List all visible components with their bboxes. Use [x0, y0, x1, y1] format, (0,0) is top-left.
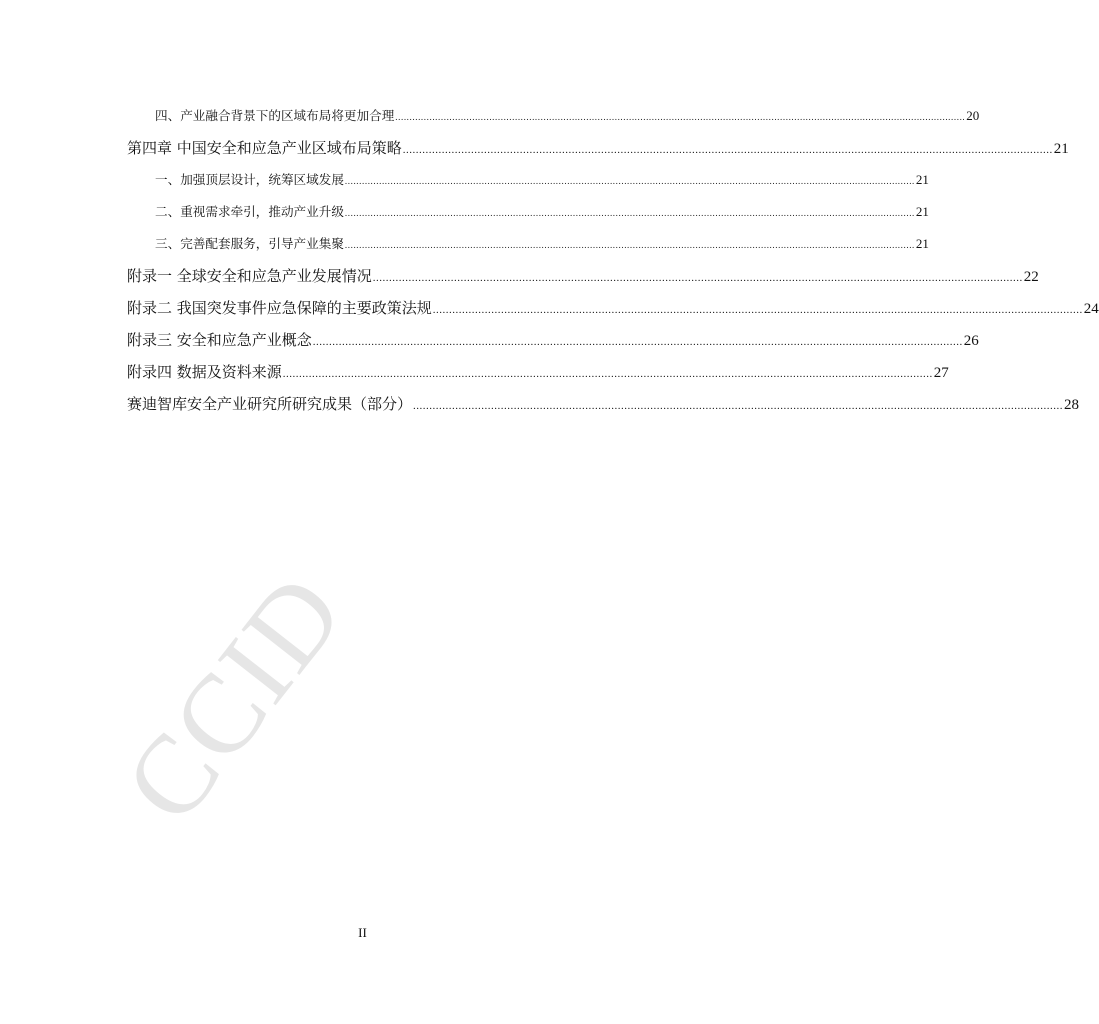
- toc-leader-dots: ........................................................................................................................................................................................................: [395, 112, 966, 122]
- toc-entry-page: 21: [1053, 141, 1069, 157]
- toc-leader-dots: ........................................................................................................................................................................................................: [402, 144, 1053, 156]
- toc-entry-title: 附录一 全球安全和应急产业发展情况: [127, 267, 372, 285]
- toc-leader-dots: ........................................................................................................................................................................................................: [344, 240, 915, 250]
- toc-entry-title: 赛迪智库安全产业研究所研究成果（部分）: [127, 395, 413, 413]
- toc-entry-title: 四、产业融合背景下的区域布局将更加合理: [155, 108, 395, 123]
- toc-entry[interactable]: [127, 100, 980, 132]
- toc-entry[interactable]: [127, 196, 929, 228]
- page-number: II: [358, 925, 367, 940]
- toc-entry-page: 22: [1023, 269, 1039, 285]
- toc-entry[interactable]: [127, 228, 929, 260]
- toc-entry[interactable]: [127, 388, 1080, 420]
- toc-entry-title: 一、加强顶层设计，统筹区域发展: [155, 172, 344, 187]
- table-of-contents: [127, 100, 1099, 420]
- toc-entry-page: 27: [933, 365, 949, 381]
- toc-leader-dots: ........................................................................................................................................................................................................: [372, 272, 1023, 284]
- toc-entry[interactable]: [127, 324, 979, 356]
- toc-leader-dots: ........................................................................................................................................................................................................: [413, 400, 1064, 412]
- toc-leader-dots: ........................................................................................................................................................................................................: [312, 336, 963, 348]
- toc-entry-title: 附录二 我国突发事件应急保障的主要政策法规: [127, 299, 432, 317]
- toc-entry-title: 附录三 安全和应急产业概念: [127, 331, 312, 349]
- toc-entry[interactable]: [127, 132, 1069, 164]
- toc-entry[interactable]: [127, 260, 1039, 292]
- toc-entry-page: 20: [966, 108, 980, 123]
- ccid-watermark: CCID: [100, 551, 369, 845]
- toc-entry[interactable]: [127, 292, 1099, 324]
- toc-leader-dots: ........................................................................................................................................................................................................: [432, 304, 1083, 316]
- toc-entry[interactable]: [127, 164, 929, 196]
- toc-entry-page: 26: [963, 333, 979, 349]
- toc-entry-title: 附录四 数据及资料来源: [127, 363, 282, 381]
- toc-entry-page: 24: [1083, 301, 1099, 317]
- toc-entry-page: 21: [915, 172, 929, 187]
- toc-entry[interactable]: [127, 356, 949, 388]
- toc-leader-dots: ........................................................................................................................................................................................................: [344, 208, 915, 218]
- toc-entry-title: 二、重视需求牵引，推动产业升级: [155, 204, 344, 219]
- toc-entry-page: 21: [915, 204, 929, 219]
- toc-entry-title: 三、完善配套服务，引导产业集聚: [155, 236, 344, 251]
- toc-entry-title: 第四章 中国安全和应急产业区域布局策略: [127, 139, 402, 157]
- toc-entry-page: 21: [915, 236, 929, 251]
- toc-leader-dots: ........................................................................................................................................................................................................: [282, 368, 933, 380]
- toc-leader-dots: ........................................................................................................................................................................................................: [344, 176, 915, 186]
- toc-entry-page: 28: [1064, 397, 1080, 413]
